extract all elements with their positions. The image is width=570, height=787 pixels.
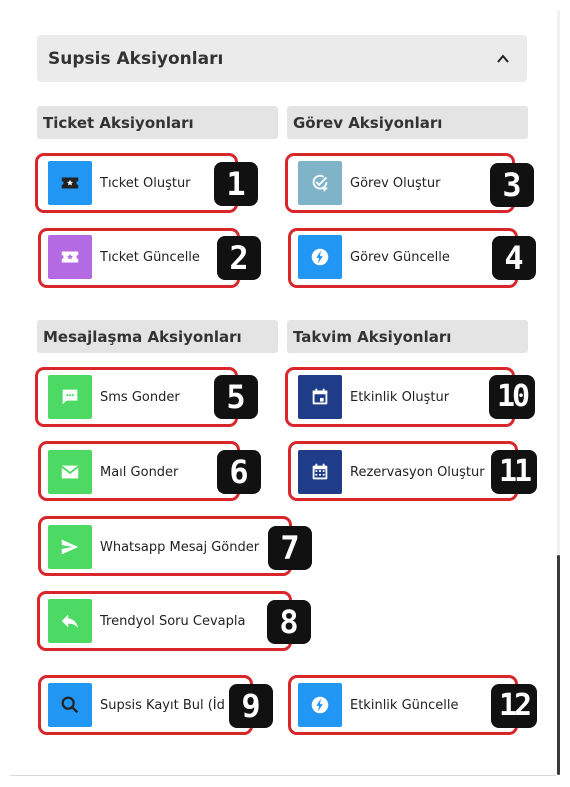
action-label: Supsis Kayıt Bul (İd: [100, 697, 225, 713]
action-whatsapp-mesaj[interactable]: [48, 525, 259, 569]
action-label: Etkinlik Güncelle: [350, 697, 459, 713]
badge-number: 11: [491, 450, 537, 494]
badge-number: 6: [217, 450, 261, 494]
calendar-grid-icon: [298, 450, 342, 494]
badge-number: 7: [268, 526, 312, 570]
badge-number: 5: [214, 375, 258, 419]
accordion-title: Supsis Aksiyonları: [48, 48, 224, 69]
action-etkinlik-guncelle[interactable]: [298, 683, 459, 727]
scrollbar-thumb[interactable]: [557, 555, 560, 775]
badge-number: 1: [214, 162, 258, 206]
action-label: Görev Oluştur: [350, 175, 441, 191]
action-label: Maıl Gonder: [100, 464, 179, 480]
section-gorev-header: Görev Aksiyonları: [287, 106, 528, 139]
mail-icon: [48, 450, 92, 494]
action-label: Tıcket Güncelle: [100, 249, 200, 265]
action-label: Tıcket Oluştur: [100, 175, 191, 191]
section-takvim-header: Takvim Aksiyonları: [287, 320, 528, 353]
divider: [10, 775, 556, 776]
search-icon: [48, 683, 92, 727]
action-label: Sms Gonder: [100, 389, 180, 405]
action-ticket-olustur[interactable]: [48, 161, 191, 205]
action-ticket-guncelle[interactable]: [48, 235, 200, 279]
action-etkinlik-olustur[interactable]: [298, 375, 449, 419]
badge-number: 2: [217, 236, 261, 280]
bolt-icon: [298, 235, 342, 279]
badge-number: 3: [490, 163, 534, 207]
reply-icon: [48, 599, 92, 643]
section-mesaj-header: Mesajlaşma Aksiyonları: [37, 320, 278, 353]
badge-number: 4: [492, 236, 536, 280]
action-rezervasyon-olustur[interactable]: [298, 450, 485, 494]
action-label: Görev Güncelle: [350, 249, 450, 265]
action-mail-gonder[interactable]: [48, 450, 178, 494]
calendar-icon: [298, 375, 342, 419]
task-add-icon: [298, 161, 342, 205]
ticket-star-icon: [48, 235, 92, 279]
badge-number: 12: [491, 684, 537, 728]
ticket-icon: [48, 161, 92, 205]
action-label: Etkinlik Oluştur: [350, 389, 450, 405]
accordion-header[interactable]: [37, 35, 527, 82]
badge-number: 10: [489, 375, 535, 419]
action-gorev-guncelle[interactable]: [298, 235, 450, 279]
action-label: Trendyol Soru Cevapla: [100, 613, 246, 629]
action-label: Whatsapp Mesaj Gönder: [100, 539, 260, 555]
action-label: Rezervasyon Oluştur: [350, 464, 485, 480]
action-gorev-olustur[interactable]: [298, 161, 440, 205]
badge-number: 9: [229, 684, 273, 728]
send-icon: [48, 525, 92, 569]
action-supsis-kayit-bul[interactable]: [48, 683, 225, 727]
badge-number: 8: [267, 600, 311, 644]
sms-icon: [48, 375, 92, 419]
chevron-up-icon[interactable]: [496, 52, 510, 66]
action-sms-gonder[interactable]: [48, 375, 180, 419]
section-ticket-header: Ticket Aksiyonları: [37, 106, 278, 139]
action-trendyol-soru[interactable]: [48, 599, 245, 643]
bolt-icon: [298, 683, 342, 727]
